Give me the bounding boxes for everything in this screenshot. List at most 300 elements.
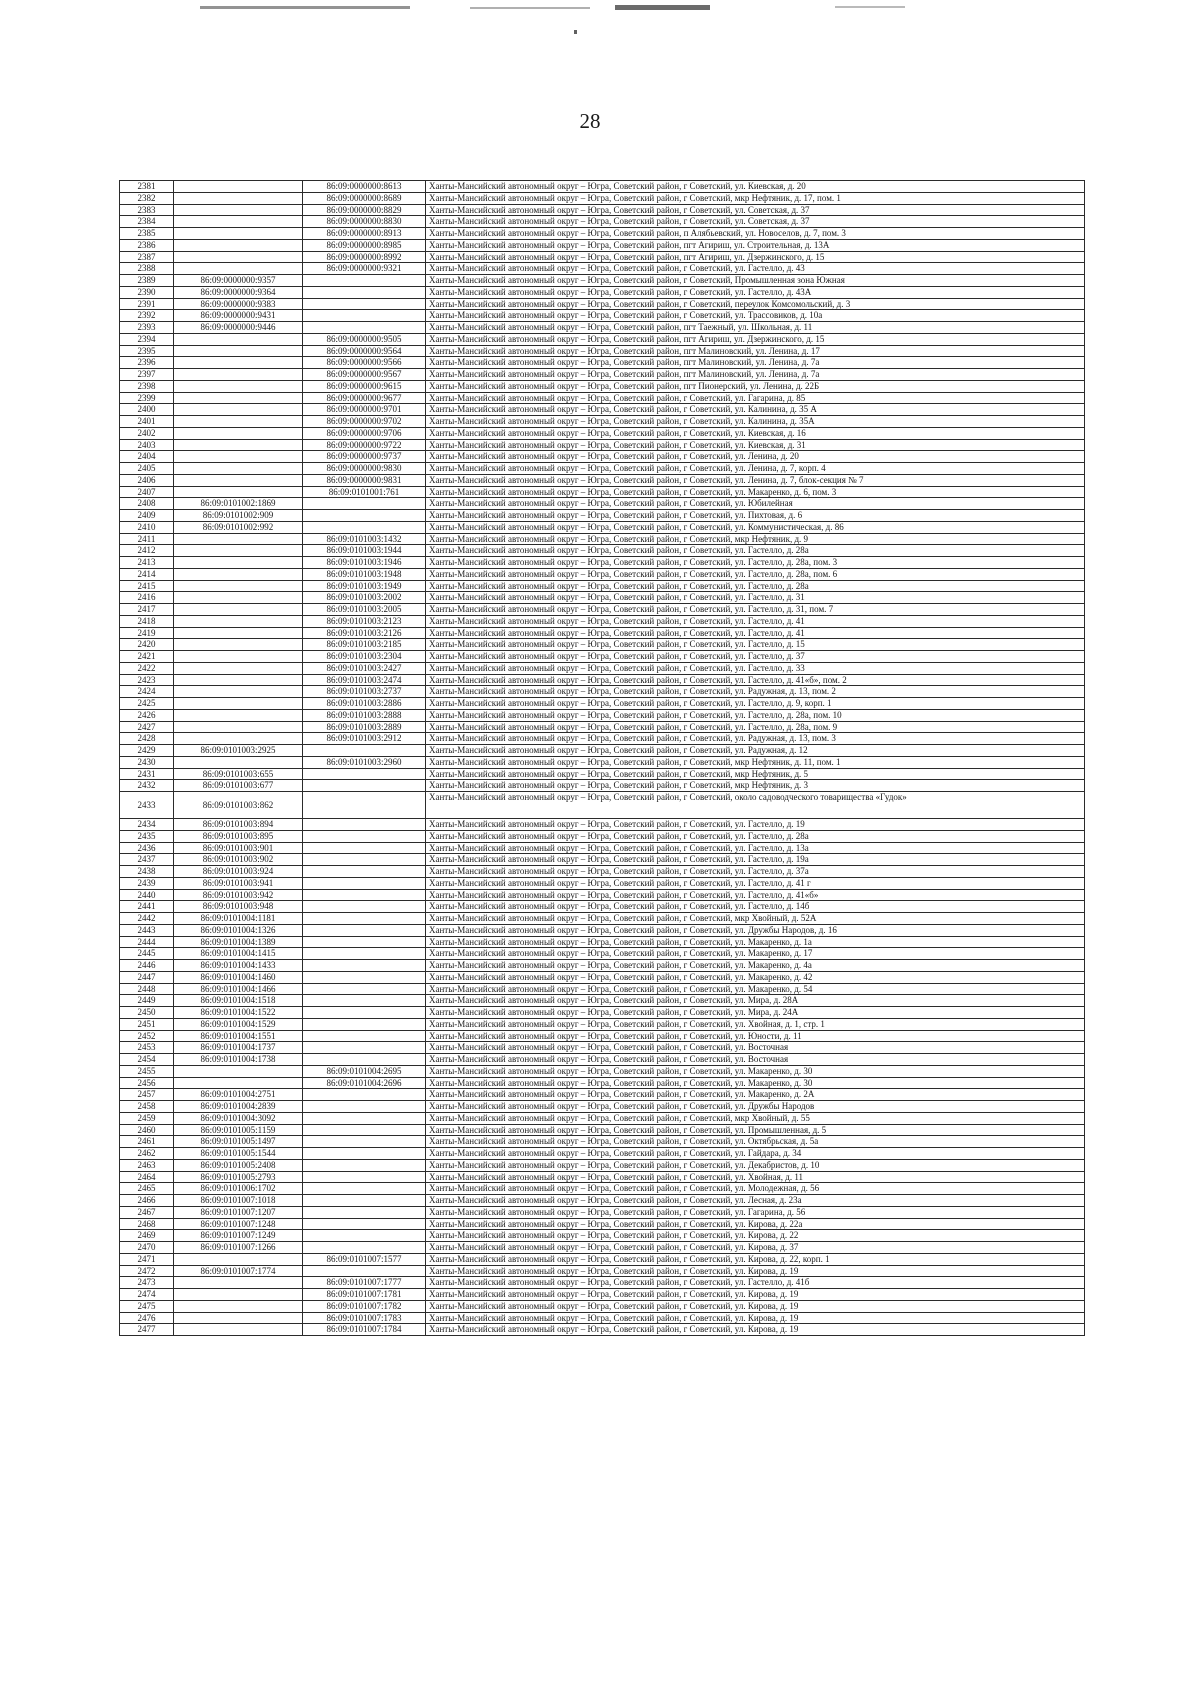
cadastral-number-building: 86:09:0000000:9321: [303, 263, 426, 275]
row-number: 2454: [120, 1054, 174, 1066]
address-cell: Ханты-Мансийский автономный округ – Югра, Советский район, г Советский, ул. Трассовиков, д. 10а: [426, 310, 1085, 322]
cadastral-number-building: 86:09:0101003:1946: [303, 557, 426, 569]
cadastral-number-building: 86:09:0101007:1777: [303, 1277, 426, 1289]
table-row: [120, 451, 1085, 463]
cadastral-number-land: 86:09:0101007:1207: [174, 1206, 303, 1218]
row-number: 2434: [120, 819, 174, 831]
table-row: [120, 686, 1085, 698]
row-number: 2438: [120, 866, 174, 878]
address-cell: Ханты-Мансийский автономный округ – Югра, Советский район, г Советский, ул. Лесная, д. 23а: [426, 1195, 1085, 1207]
row-number: 2386: [120, 239, 174, 251]
cadastral-number-building: [303, 322, 426, 334]
row-number: 2447: [120, 971, 174, 983]
cadastral-number-land: 86:09:0101004:2751: [174, 1089, 303, 1101]
table-row: [120, 1289, 1085, 1301]
row-number: 2405: [120, 463, 174, 475]
row-number: 2477: [120, 1324, 174, 1336]
row-number: 2396: [120, 357, 174, 369]
cadastral-number-building: 86:09:0101003:2304: [303, 651, 426, 663]
row-number: 2400: [120, 404, 174, 416]
cadastral-number-land: 86:09:0101006:1702: [174, 1183, 303, 1195]
row-number: 2445: [120, 948, 174, 960]
cadastral-number-building: 86:09:0000000:9701: [303, 404, 426, 416]
cadastral-number-building: 86:09:0000000:8992: [303, 251, 426, 263]
cadastral-number-land: 86:09:0101004:1466: [174, 983, 303, 995]
cadastral-number-building: 86:09:0101003:2886: [303, 698, 426, 710]
row-number: 2385: [120, 228, 174, 240]
cadastral-number-land: [174, 474, 303, 486]
row-number: 2443: [120, 924, 174, 936]
cadastral-number-building: 86:09:0101003:2474: [303, 674, 426, 686]
cadastral-number-building: 86:09:0000000:9677: [303, 392, 426, 404]
cadastral-number-building: [303, 913, 426, 925]
cadastral-number-building: [303, 842, 426, 854]
cadastral-number-building: [303, 1042, 426, 1054]
table-row: [120, 1007, 1085, 1019]
cadastral-number-land: [174, 698, 303, 710]
address-cell: Ханты-Мансийский автономный округ – Югра, Советский район, г Советский, ул. Гастелло, д. 41«б», пом. 2: [426, 674, 1085, 686]
address-cell: Ханты-Мансийский автономный округ – Югра, Советский район, г Советский, мкр Нефтяник, д. 3: [426, 780, 1085, 792]
table-row: [120, 1030, 1085, 1042]
cadastral-number-land: [174, 228, 303, 240]
cadastral-number-land: [174, 1253, 303, 1265]
cadastral-number-building: [303, 1054, 426, 1066]
cadastral-number-land: [174, 416, 303, 428]
row-number: 2439: [120, 877, 174, 889]
cadastral-number-land: 86:09:0000000:9431: [174, 310, 303, 322]
cadastral-number-land: [174, 615, 303, 627]
address-cell: Ханты-Мансийский автономный округ – Югра, Советский район, г Советский, ул. Гастелло, д. 28а: [426, 830, 1085, 842]
table-row: [120, 983, 1085, 995]
cadastral-number-building: [303, 948, 426, 960]
address-cell: Ханты-Мансийский автономный округ – Югра, Советский район, г Советский, ул. Гастелло, д. 41 г: [426, 877, 1085, 889]
table-row: [120, 674, 1085, 686]
table-row: [120, 615, 1085, 627]
cadastral-number-land: [174, 545, 303, 557]
row-number: 2472: [120, 1265, 174, 1277]
table-row: [120, 404, 1085, 416]
address-cell: Ханты-Мансийский автономный округ – Югра, Советский район, г Советский, ул. Гастелло, д. 37: [426, 651, 1085, 663]
row-number: 2422: [120, 662, 174, 674]
cadastral-number-land: 86:09:0101005:2408: [174, 1159, 303, 1171]
cadastral-number-land: 86:09:0101005:2793: [174, 1171, 303, 1183]
cadastral-number-land: [174, 627, 303, 639]
cadastral-number-land: 86:09:0101003:677: [174, 780, 303, 792]
cadastral-number-building: [303, 510, 426, 522]
table-row: [120, 1159, 1085, 1171]
table-row: [120, 216, 1085, 228]
table-row: [120, 1324, 1085, 1336]
table-row: [120, 639, 1085, 651]
row-number: 2457: [120, 1089, 174, 1101]
table-row: [120, 854, 1085, 866]
table-row: [120, 924, 1085, 936]
cadastral-number-building: 86:09:0000000:9831: [303, 474, 426, 486]
address-cell: Ханты-Мансийский автономный округ – Югра, Советский район, пгт Агириш, ул. Дзержинского, д. 15: [426, 333, 1085, 345]
row-number: 2398: [120, 380, 174, 392]
address-cell: Ханты-Мансийский автономный округ – Югра, Советский район, г Советский, ул. Ленина, д. 7, корп. 4: [426, 463, 1085, 475]
row-number: 2410: [120, 521, 174, 533]
cadastral-number-building: [303, 819, 426, 831]
cadastral-number-land: [174, 1077, 303, 1089]
row-number: 2471: [120, 1253, 174, 1265]
cadastral-number-land: [174, 568, 303, 580]
row-number: 2473: [120, 1277, 174, 1289]
cadastral-number-building: [303, 1007, 426, 1019]
cadastral-number-land: [174, 604, 303, 616]
table-row: [120, 1089, 1085, 1101]
row-number: 2448: [120, 983, 174, 995]
table-row: [120, 239, 1085, 251]
cadastral-number-land: 86:09:0101003:948: [174, 901, 303, 913]
table-row: [120, 913, 1085, 925]
cadastral-number-land: 86:09:0101004:1326: [174, 924, 303, 936]
cadastral-number-building: 86:09:0101003:2005: [303, 604, 426, 616]
address-cell: Ханты-Мансийский автономный округ – Югра, Советский район, г Советский, ул. Гастелло, д. 33: [426, 662, 1085, 674]
row-number: 2416: [120, 592, 174, 604]
address-cell: Ханты-Мансийский автономный округ – Югра, Советский район, пгт Малиновский, ул. Ленина, д. 7а: [426, 369, 1085, 381]
row-number: 2399: [120, 392, 174, 404]
table-row: [120, 1112, 1085, 1124]
address-cell: Ханты-Мансийский автономный округ – Югра, Советский район, г Советский, переулок Комсомольский, д. 3: [426, 298, 1085, 310]
table-row: [120, 439, 1085, 451]
row-number: 2432: [120, 780, 174, 792]
table-row: [120, 1206, 1085, 1218]
cadastral-number-building: [303, 1195, 426, 1207]
cadastral-number-land: [174, 580, 303, 592]
table-row: [120, 275, 1085, 287]
table-row: [120, 1265, 1085, 1277]
address-cell: Ханты-Мансийский автономный округ – Югра, Советский район, г Советский, ул. Гастелло, д. 28а, пом. 10: [426, 709, 1085, 721]
address-cell: Ханты-Мансийский автономный округ – Югра, Советский район, г Советский, ул. Хвойная, д. 11: [426, 1171, 1085, 1183]
table-row: [120, 971, 1085, 983]
table-row: [120, 960, 1085, 972]
row-number: 2470: [120, 1242, 174, 1254]
cadastral-number-land: 86:09:0000000:9383: [174, 298, 303, 310]
row-number: 2475: [120, 1300, 174, 1312]
row-number: 2444: [120, 936, 174, 948]
cadastral-number-building: 86:09:0101003:2888: [303, 709, 426, 721]
address-cell: Ханты-Мансийский автономный округ – Югра, Советский район, г Советский, ул. Юбилейная: [426, 498, 1085, 510]
address-cell: Ханты-Мансийский автономный округ – Югра, Советский район, г Советский, ул. Октябрьская, д. 5а: [426, 1136, 1085, 1148]
row-number: 2401: [120, 416, 174, 428]
cadastral-number-building: [303, 275, 426, 287]
address-cell: Ханты-Мансийский автономный округ – Югра, Советский район, г Советский, ул. Кирова, д. 19: [426, 1324, 1085, 1336]
row-number: 2397: [120, 369, 174, 381]
row-number: 2464: [120, 1171, 174, 1183]
table-row: [120, 1312, 1085, 1324]
table-row: [120, 1042, 1085, 1054]
address-cell: Ханты-Мансийский автономный округ – Югра, Советский район, г Советский, ул. Гастелло, д. 28а, пом. 6: [426, 568, 1085, 580]
address-cell: Ханты-Мансийский автономный округ – Югра, Советский район, г Советский, ул. Калинина, д. 35 А: [426, 404, 1085, 416]
row-number: 2462: [120, 1148, 174, 1160]
cadastral-number-building: 86:09:0101007:1781: [303, 1289, 426, 1301]
cadastral-number-building: [303, 1030, 426, 1042]
row-number: 2420: [120, 639, 174, 651]
address-cell: Ханты-Мансийский автономный округ – Югра, Советский район, г Советский, мкр Хвойный, д. 52А: [426, 913, 1085, 925]
cadastral-number-building: [303, 792, 426, 819]
address-cell: Ханты-Мансийский автономный округ – Югра, Советский район, г Советский, ул. Кирова, д. 19: [426, 1289, 1085, 1301]
address-cell: Ханты-Мансийский автономный округ – Югра, Советский район, г Советский, ул. Гайдара, д. 34: [426, 1148, 1085, 1160]
address-cell: Ханты-Мансийский автономный округ – Югра, Советский район, г Советский, ул. Макаренко, д. 54: [426, 983, 1085, 995]
table-row: [120, 380, 1085, 392]
cadastral-number-land: [174, 709, 303, 721]
address-cell: Ханты-Мансийский автономный округ – Югра, Советский район, г Советский, мкр Нефтяник, д. 17, пом. 1: [426, 192, 1085, 204]
cadastral-number-building: [303, 983, 426, 995]
table-row: [120, 263, 1085, 275]
row-number: 2408: [120, 498, 174, 510]
table-row: [120, 830, 1085, 842]
cadastral-number-land: 86:09:0101007:1774: [174, 1265, 303, 1277]
cadastral-number-building: 86:09:0000000:8613: [303, 181, 426, 193]
row-number: 2404: [120, 451, 174, 463]
row-number: 2451: [120, 1018, 174, 1030]
cadastral-number-building: [303, 780, 426, 792]
cadastral-number-land: [174, 263, 303, 275]
cadastral-number-building: [303, 901, 426, 913]
row-number: 2392: [120, 310, 174, 322]
address-cell: Ханты-Мансийский автономный округ – Югра, Советский район, г Советский, ул. Гагарина, д. 85: [426, 392, 1085, 404]
table-row: [120, 948, 1085, 960]
row-number: 2452: [120, 1030, 174, 1042]
cadastral-number-building: 86:09:0000000:8830: [303, 216, 426, 228]
cadastral-number-land: 86:09:0101004:1738: [174, 1054, 303, 1066]
row-number: 2424: [120, 686, 174, 698]
address-cell: Ханты-Мансийский автономный округ – Югра, Советский район, пгт Пионерский, ул. Ленина, д. 22Б: [426, 380, 1085, 392]
table-row: [120, 1065, 1085, 1077]
cadastral-number-land: 86:09:0101007:1266: [174, 1242, 303, 1254]
address-cell: Ханты-Мансийский автономный округ – Югра, Советский район, г Советский, ул. Гастелло, д. 19а: [426, 854, 1085, 866]
table-row: [120, 1195, 1085, 1207]
table-row: [120, 310, 1085, 322]
table-row: [120, 498, 1085, 510]
cadastral-number-land: [174, 239, 303, 251]
address-cell: Ханты-Мансийский автономный округ – Югра, Советский район, г Советский, ул. Гастелло, д. 41: [426, 615, 1085, 627]
address-cell: Ханты-Мансийский автономный округ – Югра, Советский район, г Советский, ул. Кирова, д. 19: [426, 1312, 1085, 1324]
table-row: [120, 604, 1085, 616]
address-cell: Ханты-Мансийский автономный округ – Югра, Советский район, г Советский, ул. Гастелло, д. 28а, пом. 9: [426, 721, 1085, 733]
table-row: [120, 733, 1085, 745]
cadastral-number-land: 86:09:0101005:1544: [174, 1148, 303, 1160]
cadastral-number-land: [174, 1324, 303, 1336]
row-number: 2383: [120, 204, 174, 216]
cadastral-number-building: 86:09:0101003:2427: [303, 662, 426, 674]
cadastral-number-building: 86:09:0101004:2696: [303, 1077, 426, 1089]
cadastral-number-building: [303, 745, 426, 757]
table-row: [120, 1300, 1085, 1312]
cadastral-number-building: [303, 1159, 426, 1171]
cadastral-number-building: 86:09:0000000:9830: [303, 463, 426, 475]
cadastral-number-building: [303, 971, 426, 983]
address-cell: Ханты-Мансийский автономный округ – Югра, Советский район, г Советский, ул. Мира, д. 24А: [426, 1007, 1085, 1019]
table-row: [120, 1171, 1085, 1183]
cadastral-number-land: 86:09:0101004:3092: [174, 1112, 303, 1124]
row-number: 2389: [120, 275, 174, 287]
cadastral-number-building: 86:09:0000000:9566: [303, 357, 426, 369]
row-number: 2430: [120, 756, 174, 768]
row-number: 2455: [120, 1065, 174, 1077]
table-row: [120, 889, 1085, 901]
table-row: [120, 709, 1085, 721]
cadastral-number-building: [303, 866, 426, 878]
row-number: 2413: [120, 557, 174, 569]
cadastral-number-land: 86:09:0101004:1433: [174, 960, 303, 972]
row-number: 2450: [120, 1007, 174, 1019]
cadastral-number-land: 86:09:0101003:655: [174, 768, 303, 780]
cadastral-number-land: 86:09:0101004:1529: [174, 1018, 303, 1030]
cadastral-number-building: 86:09:0000000:8985: [303, 239, 426, 251]
row-number: 2403: [120, 439, 174, 451]
table-row: [120, 545, 1085, 557]
address-cell: Ханты-Мансийский автономный округ – Югра, Советский район, г Советский, ул. Гагарина, д. 56: [426, 1206, 1085, 1218]
cadastral-number-building: 86:09:0000000:9737: [303, 451, 426, 463]
address-cell: Ханты-Мансийский автономный округ – Югра, Советский район, пгт Агириш, ул. Строительная, д. 13А: [426, 239, 1085, 251]
table-row: [120, 1101, 1085, 1113]
cadastral-number-building: [303, 960, 426, 972]
cadastral-number-building: 86:09:0000000:9615: [303, 380, 426, 392]
address-cell: Ханты-Мансийский автономный округ – Югра, Советский район, г Советский, ул. Гастелло, д. 14б: [426, 901, 1085, 913]
address-cell: Ханты-Мансийский автономный округ – Югра, Советский район, г Советский, мкр Нефтяник, д. 5: [426, 768, 1085, 780]
address-cell: Ханты-Мансийский автономный округ – Югра, Советский район, г Советский, ул. Макаренко, д. 42: [426, 971, 1085, 983]
table-row: [120, 842, 1085, 854]
table-row: [120, 627, 1085, 639]
cadastral-number-land: [174, 427, 303, 439]
cadastral-number-land: 86:09:0101003:901: [174, 842, 303, 854]
scan-artifact: [574, 30, 577, 34]
table-row: [120, 1148, 1085, 1160]
cadastral-number-land: [174, 463, 303, 475]
address-cell: Ханты-Мансийский автономный округ – Югра, Советский район, г Советский, ул. Пихтовая, д. 6: [426, 510, 1085, 522]
cadastral-number-land: [174, 662, 303, 674]
address-cell: Ханты-Мансийский автономный округ – Югра, Советский район, пгт Агириш, ул. Дзержинского, д. 15: [426, 251, 1085, 263]
cadastral-number-land: [174, 216, 303, 228]
cadastral-number-land: [174, 486, 303, 498]
cadastral-number-building: 86:09:0101003:2002: [303, 592, 426, 604]
table-row: [120, 333, 1085, 345]
row-number: 2429: [120, 745, 174, 757]
row-number: 2395: [120, 345, 174, 357]
cadastral-number-land: 86:09:0101003:942: [174, 889, 303, 901]
cadastral-number-land: [174, 592, 303, 604]
cadastral-number-land: [174, 686, 303, 698]
cadastral-number-land: [174, 451, 303, 463]
scan-artifact: [615, 5, 710, 10]
cadastral-number-land: [174, 733, 303, 745]
cadastral-number-building: [303, 498, 426, 510]
address-cell: Ханты-Мансийский автономный округ – Югра, Советский район, г Советский, ул. Гастелло, д. 41б: [426, 1277, 1085, 1289]
row-number: 2440: [120, 889, 174, 901]
address-cell: Ханты-Мансийский автономный округ – Югра, Советский район, г Советский, Промышленная зона Южная: [426, 275, 1085, 287]
cadastral-number-land: 86:09:0101004:1518: [174, 995, 303, 1007]
scan-artifact: [835, 6, 905, 8]
address-cell: Ханты-Мансийский автономный округ – Югра, Советский район, г Советский, ул. Гастелло, д. 41: [426, 627, 1085, 639]
cadastral-number-building: [303, 1183, 426, 1195]
table-row: [120, 662, 1085, 674]
cadastral-number-land: 86:09:0000000:9364: [174, 286, 303, 298]
address-cell: Ханты-Мансийский автономный округ – Югра, Советский район, г Советский, ул. Кирова, д. 19: [426, 1300, 1085, 1312]
address-cell: Ханты-Мансийский автономный округ – Югра, Советский район, г Советский, ул. Промышленная, д. 5: [426, 1124, 1085, 1136]
cadastral-number-building: [303, 1136, 426, 1148]
row-number: 2458: [120, 1101, 174, 1113]
cadastral-number-building: [303, 286, 426, 298]
row-number: 2459: [120, 1112, 174, 1124]
table-row: [120, 521, 1085, 533]
table-row: [120, 1242, 1085, 1254]
cadastral-registry-table: [119, 180, 1085, 1336]
address-cell: Ханты-Мансийский автономный округ – Югра, Советский район, г Советский, ул. Дружбы Народов: [426, 1101, 1085, 1113]
cadastral-number-land: [174, 369, 303, 381]
table-row: [120, 1136, 1085, 1148]
cadastral-number-building: 86:09:0000000:8913: [303, 228, 426, 240]
cadastral-number-building: 86:09:0101003:2912: [303, 733, 426, 745]
table-row: [120, 533, 1085, 545]
table-row: [120, 416, 1085, 428]
address-cell: Ханты-Мансийский автономный округ – Югра, Советский район, г Советский, ул. Киевская, д. 20: [426, 181, 1085, 193]
cadastral-number-building: [303, 310, 426, 322]
address-cell: Ханты-Мансийский автономный округ – Югра, Советский район, г Советский, ул. Гастелло, д. 31, пом. 7: [426, 604, 1085, 616]
table-row: [120, 345, 1085, 357]
row-number: 2460: [120, 1124, 174, 1136]
row-number: 2433: [120, 792, 174, 819]
cadastral-number-land: [174, 721, 303, 733]
cadastral-number-land: 86:09:0101004:1460: [174, 971, 303, 983]
cadastral-number-building: [303, 1112, 426, 1124]
address-cell: Ханты-Мансийский автономный округ – Югра, Советский район, г Советский, ул. Гастелло, д. 43: [426, 263, 1085, 275]
address-cell: Ханты-Мансийский автономный округ – Югра, Советский район, г Советский, ул. Гастелло, д. 15: [426, 639, 1085, 651]
row-number: 2426: [120, 709, 174, 721]
cadastral-number-land: 86:09:0101007:1018: [174, 1195, 303, 1207]
table-row: [120, 357, 1085, 369]
address-cell: Ханты-Мансийский автономный округ – Югра, Советский район, г Советский, ул. Радужная, д. 13, пом. 3: [426, 733, 1085, 745]
row-number: 2465: [120, 1183, 174, 1195]
row-number: 2467: [120, 1206, 174, 1218]
row-number: 2461: [120, 1136, 174, 1148]
row-number: 2411: [120, 533, 174, 545]
address-cell: Ханты-Мансийский автономный округ – Югра, Советский район, г Советский, ул. Калинина, д. 35А: [426, 416, 1085, 428]
cadastral-number-land: 86:09:0101004:1389: [174, 936, 303, 948]
cadastral-number-building: 86:09:0101007:1782: [303, 1300, 426, 1312]
address-cell: Ханты-Мансийский автономный округ – Югра, Советский район, г Советский, ул. Гастелло, д. 28а: [426, 545, 1085, 557]
address-cell: Ханты-Мансийский автономный округ – Югра, Советский район, г Советский, ул. Макаренко, д. 2А: [426, 1089, 1085, 1101]
cadastral-number-land: 86:09:0101004:1522: [174, 1007, 303, 1019]
cadastral-number-land: 86:09:0101007:1249: [174, 1230, 303, 1242]
cadastral-number-building: [303, 1101, 426, 1113]
row-number: 2415: [120, 580, 174, 592]
cadastral-number-land: [174, 639, 303, 651]
scan-artifact: [200, 6, 410, 9]
address-cell: Ханты-Мансийский автономный округ – Югра, Советский район, г Советский, ул. Гастелло, д. 31: [426, 592, 1085, 604]
cadastral-number-land: 86:09:0000000:9446: [174, 322, 303, 334]
table-row: [120, 181, 1085, 193]
cadastral-number-land: 86:09:0101003:902: [174, 854, 303, 866]
cadastral-number-building: [303, 1265, 426, 1277]
address-cell: Ханты-Мансийский автономный округ – Югра, Советский район, г Советский, ул. Советская, д. 37: [426, 216, 1085, 228]
table-row: [120, 651, 1085, 663]
cadastral-number-building: 86:09:0101007:1783: [303, 1312, 426, 1324]
cadastral-number-land: [174, 1312, 303, 1324]
table-row: [120, 1077, 1085, 1089]
cadastral-number-land: [174, 756, 303, 768]
cadastral-number-land: [174, 674, 303, 686]
row-number: 2387: [120, 251, 174, 263]
address-cell: Ханты-Мансийский автономный округ – Югра, Советский район, г Советский, ул. Радужная, д. 13, пом. 2: [426, 686, 1085, 698]
row-number: 2381: [120, 181, 174, 193]
cadastral-number-land: 86:09:0101002:909: [174, 510, 303, 522]
table-row: [120, 721, 1085, 733]
address-cell: Ханты-Мансийский автономный округ – Югра, Советский район, г Советский, ул. Макаренко, д. 30: [426, 1077, 1085, 1089]
row-number: 2469: [120, 1230, 174, 1242]
cadastral-number-building: [303, 1018, 426, 1030]
